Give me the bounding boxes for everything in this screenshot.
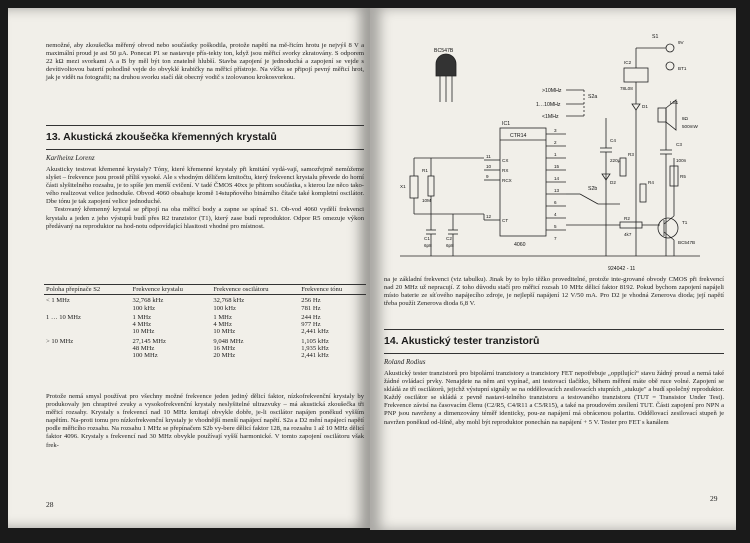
ic-pin-number: 3 <box>554 128 557 133</box>
table-cell: 16 MHz <box>213 345 236 353</box>
component-label: C4 <box>610 138 616 143</box>
table-cell: 100 kHz <box>132 304 156 312</box>
table-cell: 1,935 kHz <box>301 345 329 353</box>
table-cell: > 10 MHz <box>46 337 74 345</box>
regulator-ic2-icon <box>624 68 648 82</box>
component-label: 78L08 <box>620 86 633 91</box>
component-label: C1 <box>424 236 430 241</box>
intro-paragraph <box>46 42 364 82</box>
body-text-14: Akustický tester tranzistorů pro bipolární tranzistory a tranzistory FET nepotřebuje „oppilující“ stavu žádný proud a nemá také žádné ovládací prvky. Nenajdete na něm ani vypínač, ani testovací tlačítko, během měření máte obě ruce volné. Zapojení se skládá ze tří oscilátorů, jejichž výstupní signály se na oddělovacích zesilovacích stupních „stukuje" a budí společný reproduktor. Každý oscilátor se skládá z pevně nastavi-telného tranzistoru a testovaného tranzistoru (TUT = Transistor Under Test). Frekvence závisí na časovacím členu (C2/R5, C4/R11 a C5/R15), a také na proudovém zesílení TUT. Části zapojení pro NPN a PNP jsou navrženy a dimenzovány téměř identicky, pou-ze napájení má obrácenou polaritu. Oddělovací zesilovací stupeň je navržen poněkud od-lišně, aby mohl být reproduktor ponechán na napájení + 5 V. Tester pro FET s kanálem <box>384 370 724 426</box>
table-header-cell: Frekvence krystalu <box>131 285 212 295</box>
ic-pin-number: 11 <box>486 154 491 159</box>
intro-text: nemožné, aby zkoušečka měřený obvod nebo součástky poškodila, protože napětí na mě-řicím hrotu je nejvýš 8 V a maximální proud je asi 50 µA. Ponecat P1 se nastavuje přís-tekty ton, když jsou měřicí svorky zkratovány. S odporem 22 kΩ mezi svorkami A a B by měl být ton znatelně hlubší. Stavba zapojení je jednoduchá a zapojení se vejde s devítivoltovou baterií pohodlně vejde do obvyklé krabičky na měřicí přístroje. Na víčku se připojí pevný měřicí hrot, jak je vidět na fotografii; na druhou svorku stačí dát obecný vodič s izolovanou krokosvorkou. <box>46 42 364 82</box>
table-cell: 1 MHz <box>132 313 152 321</box>
ic-pin-number: 10 <box>486 164 492 169</box>
table-header-cell: Frekvence tónu <box>299 285 366 295</box>
table-body <box>44 295 366 360</box>
table-row <box>44 352 366 359</box>
table-cell: 256 Hz <box>301 297 321 305</box>
table-cell: 27,145 MHz <box>132 337 166 345</box>
ic-pin-name: RX <box>502 168 509 173</box>
ic-pin-number: 14 <box>554 176 560 181</box>
table-cell <box>44 305 131 312</box>
section-rule-bottom <box>46 149 364 150</box>
author-13: Karlheinz Lorenz <box>46 154 95 162</box>
table-cell <box>44 328 131 335</box>
switch-label-s1: S1 <box>652 34 659 40</box>
component-label: C2 <box>446 236 452 241</box>
switch-label-s2b: S2b <box>588 186 598 192</box>
component-label: 220µ <box>610 158 621 163</box>
component-label: 6p8 <box>424 243 432 248</box>
ic-pin-number: 5 <box>554 224 557 229</box>
component-label: C3 <box>676 142 682 147</box>
page-number-left: 28 <box>46 500 54 509</box>
ic-pin-number: 1 <box>554 152 557 157</box>
table-cell: 100 MHz <box>132 352 158 360</box>
ic-name: CTR14 <box>510 133 527 139</box>
ic-pin-name: CT <box>502 218 509 223</box>
component-label: 9V <box>678 40 684 45</box>
ic-pin-number: 2 <box>554 140 557 145</box>
table-cell: 781 Hz <box>301 304 321 312</box>
body-paragraph-14 <box>384 370 724 427</box>
right-page <box>370 8 736 530</box>
diode-d1-icon <box>632 104 640 110</box>
component-label: LS1 <box>670 100 679 105</box>
table-cell: 10 MHz <box>132 328 155 336</box>
component-label: X1 <box>400 184 406 189</box>
body-paragraph-1: Akusticky testovat křemenné krystaly? Tóny, které křemenné krystaly při kmitání vydá-vají, samozřejmě nemůžeme slyšet – frekvence jsou prostě příliš vysoké. Ale s vhodným děličem kmitočtu, který frekvenci krystalu převede do horní části slyšitelného rozsahu, je to spíše jen menší cvičení. V tadé ČMOS 40xx je přitom součástka, s kterou lze něco tako-vého realizovat velice jednoduše. Obvod 4060 obsahuje kromě 14stupňového binárního čítače také kompletní oscilátor. Dbe tónu je tak zapojení velice jednoduché. <box>46 166 364 206</box>
table-cell: 4 MHz <box>132 321 152 329</box>
table-cell: 32,768 kHz <box>213 297 245 305</box>
component-label: D2 <box>610 180 616 185</box>
component-label: 6p8 <box>446 243 454 248</box>
table-header-row <box>44 285 366 295</box>
crystal-x1-icon <box>410 176 418 198</box>
component-label: 10M <box>422 198 431 203</box>
closing-paragraph <box>46 393 364 450</box>
ic-label: IC1 <box>502 121 511 127</box>
table-row <box>44 345 366 352</box>
battery-terminal-plus-icon <box>666 44 674 52</box>
section-title-13: 13. Akustická zkoušečka křemenných krystalů <box>46 131 277 143</box>
table-cell: 20 MHz <box>213 352 236 360</box>
table-header-cell: Poloha přepínače S2 <box>44 285 131 295</box>
body-paragraph-2: Testovaný křemenný krystal se připojí na oba měřicí body a zapne se spínač S1. Ob-vod 4060 vydělí frekvenci krystalu a jeden z jeho výstupů budí přes R2 tranzistor (T1), který zase budí reproduktor. Odpor R5 omezuje výkon předávaný na reproduktor na hod-notu odpovídající hlasitosti vhodné pro místnost. <box>46 206 364 230</box>
ic-pin-number: 12 <box>486 214 492 219</box>
table-cell: 2,441 kHz <box>301 328 329 336</box>
table-row <box>44 305 366 312</box>
table-cell: 2,441 kHz <box>301 352 329 360</box>
component-label: T1 <box>682 220 688 225</box>
component-label: 4k7 <box>624 232 632 237</box>
component-label: R5 <box>680 174 686 179</box>
resistor-r2-icon <box>620 222 642 228</box>
section-rule-top-14 <box>384 329 724 330</box>
table-cell: 1 … 10 MHz <box>46 313 81 321</box>
section-rule-bottom-14 <box>384 353 724 354</box>
switch-label-s2a: S2a <box>588 94 598 100</box>
component-label: IC2 <box>624 60 632 65</box>
component-label: R1 <box>422 168 428 173</box>
table-row <box>44 336 366 345</box>
transistor-label: BC547B <box>434 48 454 54</box>
component-label: BC547B <box>678 240 696 245</box>
component-label: R2 <box>624 216 630 221</box>
ic-pin-number: 7 <box>554 236 557 241</box>
table-row <box>44 328 366 335</box>
table-row <box>44 321 366 328</box>
component-label: R3 <box>628 152 634 157</box>
range-label-high: >10MHz <box>542 88 562 94</box>
table-cell: 244 Hz <box>301 313 321 321</box>
section-title-14: 14. Akustický tester tranzistorů <box>384 335 540 347</box>
table-cell: 48 MHz <box>132 345 155 353</box>
table-cell: 1,105 kHz <box>301 337 329 345</box>
section-rule-top <box>46 125 364 126</box>
table-row <box>44 295 366 305</box>
ic-pin-number: 4 <box>554 212 557 217</box>
table-cell: 4 MHz <box>213 321 232 329</box>
table-cell: 10 MHz <box>213 328 236 336</box>
table-cell: 9,048 MHz <box>213 337 244 345</box>
table-row <box>44 312 366 321</box>
table-cell: 32,768 kHz <box>132 297 164 305</box>
component-label: BT1 <box>678 66 687 71</box>
ic-pin-name: RCX <box>502 178 512 183</box>
transistor-package-icon <box>436 54 456 76</box>
page-number-right: 29 <box>710 494 718 503</box>
table-cell: 1 MHz <box>213 313 232 321</box>
table-cell <box>44 345 131 352</box>
author-14: Roland Rodius <box>384 358 426 366</box>
speaker-ls1-icon <box>658 108 666 122</box>
ic-pin-name: CX <box>502 158 509 163</box>
left-page <box>8 8 370 528</box>
body-paragraphs-13 <box>46 166 364 231</box>
figure-number: 924042 - 11 <box>608 266 636 272</box>
resistor-r1-icon <box>428 176 434 196</box>
range-label-mid: 1…10MHz <box>536 102 561 108</box>
table-cell: 977 Hz <box>301 321 321 329</box>
table-cell <box>44 321 131 328</box>
component-label: 500mW <box>682 124 698 129</box>
table-cell: < 1 MHz <box>46 297 70 305</box>
top-paragraph <box>384 276 724 308</box>
frequency-table <box>44 284 366 360</box>
closing-text: Protože nemá smysl používat pro všechny možné frekvence jeden jediný dělicí faktor, nízkofrekvenční krystaly by produkovaly jen chraptivé zvuky a vysokofrekvenční krystaly neslyšitelné ultrazvuky – má akustická zkoušečka tři měřicí rozsahy. Krystaly s frekvencí nad 10 MHz kmitají obvykle dobře, je-li oscilátor napájen poněkud vyšším napětím. Na-proti tomu pro nízkofrekvenční krystaly je vhodnější menší napájecí napětí. S2a a D2 mění napájecí napětí podle měřicího rozsahu. Na rozsahu 1 MHz se přepínačem S2b vy-bere dělicí faktor 128, na rozsahu 1 až 10 MHz dělicí faktor 4096. Krystaly s frekvencí nad 30 MHz obvykle používají vyšší harmonické. V tomto zapojení oscilátoru však frek- <box>46 393 364 449</box>
ic-pin-number: 6 <box>554 200 557 205</box>
resistor-r3-icon <box>620 158 626 176</box>
ic-part: 4060 <box>514 242 526 248</box>
battery-terminal-minus-icon <box>666 62 674 70</box>
ic-pin-number: 13 <box>554 188 560 193</box>
ic-pin-number: 9 <box>486 174 489 179</box>
ic-pin-number: 15 <box>554 164 560 169</box>
component-label: R4 <box>648 180 654 185</box>
range-label-low: <1MHz <box>542 114 559 120</box>
component-label: D1 <box>642 104 648 109</box>
table-header-cell: Frekvence oscilátoru <box>211 285 299 295</box>
component-label: 100n <box>676 158 687 163</box>
top-text: na je základní frekvenci (viz tabulku). Jinak by to bylo těžko proveditelné, protože inte-grované obvody CMOS při frekvencí nad 20 MHz už nepracují. Z toho důvodu stačí pro měřicí rozsah 10 MHz dělicí faktor 8192. Pokud bychom zapojení napájeli místo baterie ze síťového napájecího zdroje, je nejlepší napájení 12 V/50 mA. Pro D2 je vhodná Zenerova dioda; její napětí třeba použít Zenerova dioda 6,8 V. <box>384 276 724 308</box>
resistor-r4-icon <box>640 184 646 202</box>
table-cell <box>44 352 131 359</box>
table-cell: 100 kHz <box>213 304 236 312</box>
circuit-schematic <box>370 8 736 278</box>
component-label: 8Ω <box>682 116 688 121</box>
